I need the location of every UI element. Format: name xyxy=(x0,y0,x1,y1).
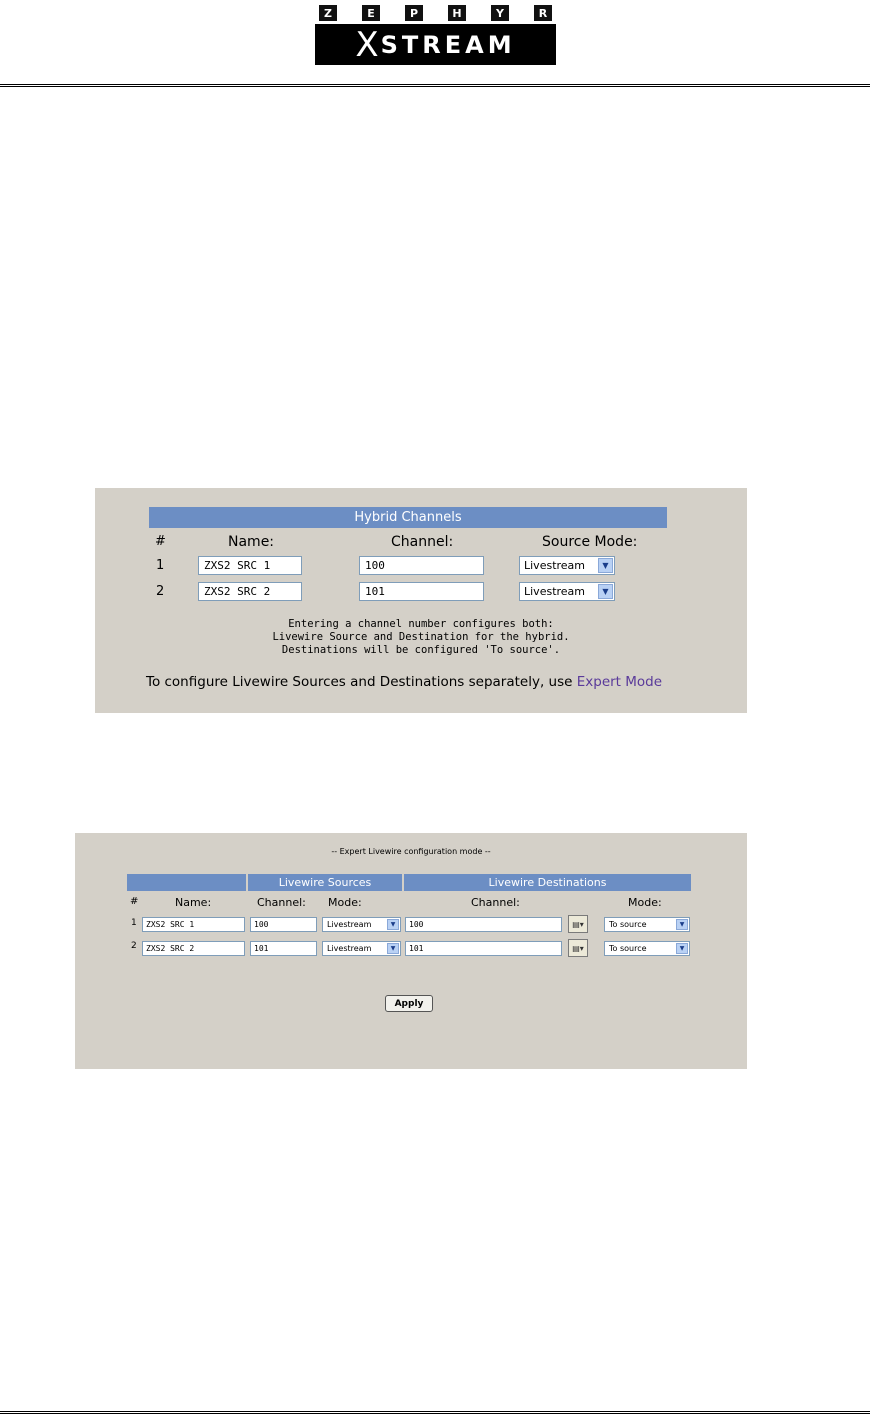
expert-mode-hint-text: To configure Livewire Sources and Destinations separately, use xyxy=(146,674,573,690)
name-input[interactable]: ZXS2 SRC 2 xyxy=(198,582,302,601)
source-mode-select[interactable] xyxy=(519,556,615,575)
hybrid-channels-title: Hybrid Channels xyxy=(354,510,462,525)
logo-x-mark: X xyxy=(355,24,379,65)
logo-xstream-row xyxy=(315,24,556,65)
expert-livewire-panel xyxy=(75,833,747,1069)
livewire-destinations-label: Livewire Destinations xyxy=(488,876,607,889)
chevron-down-icon[interactable]: ▼ xyxy=(676,943,688,954)
logo-letter: H xyxy=(448,5,466,21)
expert-mode-title: -- Expert Livewire configuration mode -- xyxy=(331,847,491,856)
livewire-sources-header xyxy=(248,874,402,891)
header-name: Name: xyxy=(228,534,275,550)
channel-input[interactable]: 100 xyxy=(359,556,484,575)
note-line: Entering a channel number configures both: xyxy=(288,618,554,630)
channel-input[interactable]: 101 xyxy=(359,582,484,601)
name-input[interactable]: ZXS2 SRC 2 xyxy=(142,941,245,956)
logo-letter: R xyxy=(534,5,552,21)
destination-mode-value: To source xyxy=(609,944,647,953)
destination-channel-input[interactable]: 100 xyxy=(405,917,562,932)
header-destination-channel: Channel: xyxy=(471,896,520,909)
row-number: 1 xyxy=(131,918,137,928)
destination-mode-value: To source xyxy=(609,920,647,929)
header-source-mode: Mode: xyxy=(328,896,362,909)
header-rule xyxy=(0,84,870,87)
expert-mode-hint xyxy=(146,674,662,690)
destination-mode-select[interactable] xyxy=(604,917,690,932)
logo-letter: P xyxy=(405,5,423,21)
hybrid-channels-title-bar xyxy=(149,507,667,528)
destination-channel-input[interactable]: 101 xyxy=(405,941,562,956)
livewire-sources-label: Livewire Sources xyxy=(278,876,372,889)
channel-browse-icon[interactable]: ▤▾ xyxy=(568,915,588,933)
footer-rule xyxy=(0,1411,870,1414)
logo-letter: E xyxy=(362,5,380,21)
header-num: # xyxy=(130,896,139,907)
header-name: Name: xyxy=(175,896,212,909)
expert-mode-link[interactable]: Expert Mode xyxy=(576,674,663,690)
header-source-mode: Source Mode: xyxy=(542,534,638,550)
chevron-down-icon[interactable]: ▼ xyxy=(387,919,399,930)
note-line: Livewire Source and Destination for the hybrid. xyxy=(272,631,570,643)
chevron-down-icon[interactable]: ▼ xyxy=(676,919,688,930)
logo-letter: Y xyxy=(491,5,509,21)
name-input[interactable]: ZXS2 SRC 1 xyxy=(142,917,245,932)
chevron-down-icon[interactable]: ▼ xyxy=(598,558,613,573)
chevron-down-icon[interactable]: ▼ xyxy=(598,584,613,599)
logo-stream-text: STREAM xyxy=(380,30,516,59)
source-mode-select[interactable] xyxy=(322,917,401,932)
source-mode-select[interactable] xyxy=(322,941,401,956)
hybrid-channels-panel xyxy=(95,488,747,713)
header-destination-mode: Mode: xyxy=(628,896,662,909)
source-mode-select[interactable] xyxy=(519,582,615,601)
livewire-destinations-header xyxy=(404,874,691,891)
header-num: # xyxy=(155,534,166,549)
header-channel: Channel: xyxy=(391,534,454,550)
source-mode-value: Livestream xyxy=(327,920,372,929)
source-mode-value: Livestream xyxy=(327,944,372,953)
source-mode-value: Livestream xyxy=(524,585,586,598)
source-mode-value: Livestream xyxy=(524,559,586,572)
destination-mode-select[interactable] xyxy=(604,941,690,956)
logo-zephyr-row xyxy=(315,2,556,24)
row-number: 2 xyxy=(131,941,137,951)
header-source-channel: Channel: xyxy=(257,896,306,909)
note-line: Destinations will be configured 'To source'. xyxy=(281,644,561,656)
source-channel-input[interactable]: 101 xyxy=(250,941,317,956)
logo-letter: Z xyxy=(319,5,337,21)
apply-button[interactable]: Apply xyxy=(385,995,433,1012)
blank-header-bar xyxy=(127,874,246,891)
row-number: 1 xyxy=(156,558,165,573)
name-input[interactable]: ZXS2 SRC 1 xyxy=(198,556,302,575)
zephyr-xstream-logo xyxy=(315,2,556,65)
channel-note xyxy=(95,618,747,657)
row-number: 2 xyxy=(156,584,165,599)
chevron-down-icon[interactable]: ▼ xyxy=(387,943,399,954)
source-channel-input[interactable]: 100 xyxy=(250,917,317,932)
channel-browse-icon[interactable]: ▤▾ xyxy=(568,939,588,957)
